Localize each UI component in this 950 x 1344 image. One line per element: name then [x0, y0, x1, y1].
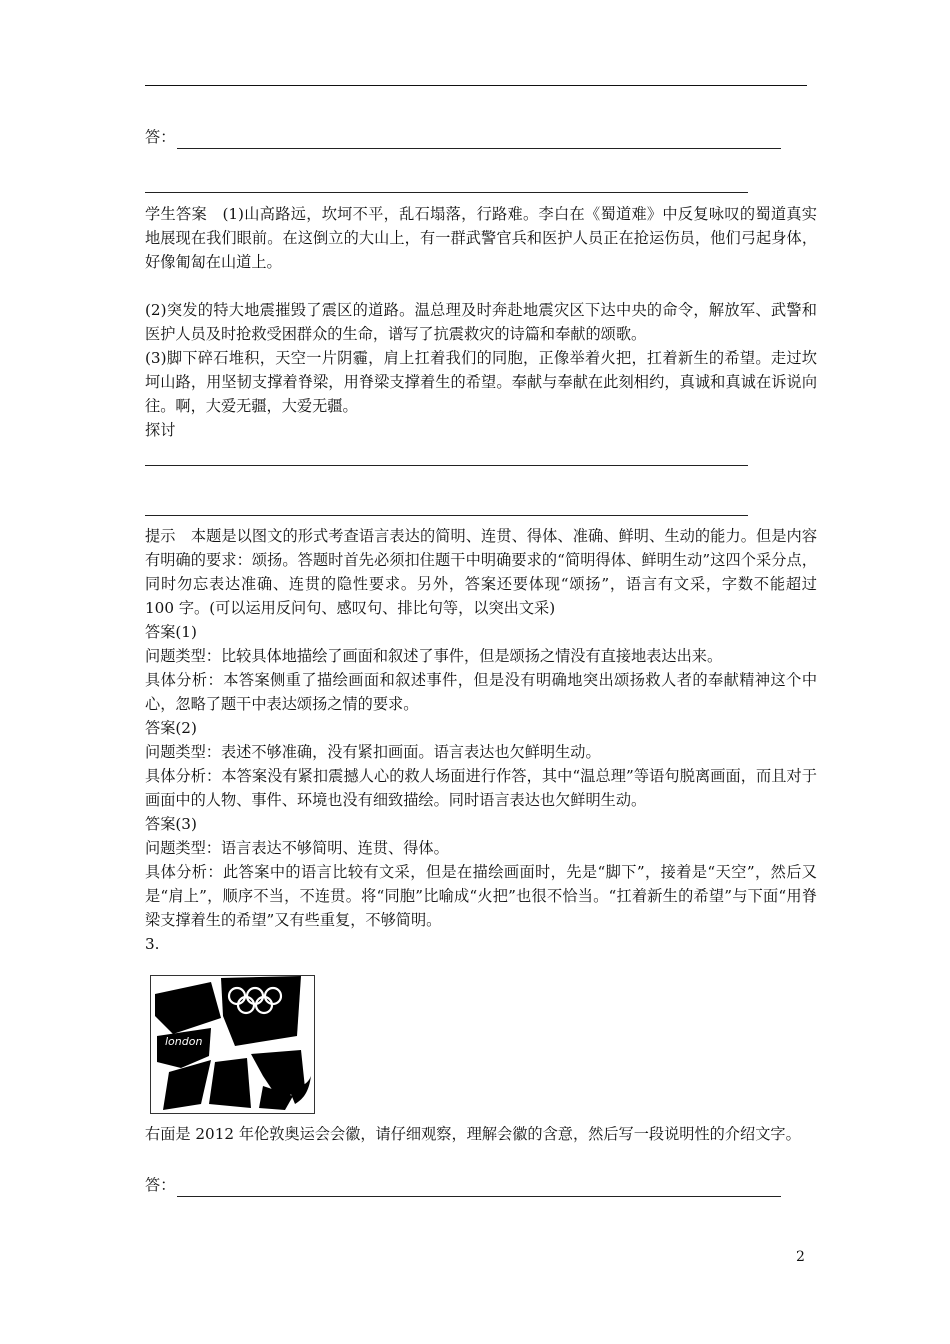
analysis-title-3: 答案(3) — [145, 815, 197, 833]
page-number: 2 — [796, 1249, 805, 1265]
question-3-number: 3. — [145, 935, 160, 953]
answer-line-2[interactable] — [145, 1173, 781, 1197]
answer-label: 答： — [145, 128, 176, 146]
analysis-type-2: 问题类型：表述不够准确，没有紧扣画面。语言表达也欠鲜明生动。 — [145, 743, 601, 761]
london-logo-text: london — [165, 1035, 203, 1048]
analysis-detail-1: 具体分析：本答案侧重了描绘画面和叙述事件，但是没有明确地突出颂扬救人者的奉献精神这个中心，忽略了题干中表达颂扬之情的要求。 — [145, 671, 817, 713]
london-2012-logo — [150, 975, 315, 1114]
analysis-detail-2: 具体分析：本答案没有紧扣震撼人心的救人场面进行作答，其中“温总理”等语句脱离画面，而且对于画面中的人物、事件、环境也没有细致描绘。同时语言表达也欠鲜明生动。 — [145, 767, 817, 809]
hint-text: 提示 本题是以图文的形式考查语言表达的简明、连贯、得体、准确、鲜明、生动的能力。但是内容有明确的要求：颂扬。答题时首先必须扣住题干中明确要求的“简明得体、鲜明生动”这四个采分点，同时勿忘表达准确、连贯的隐性要求。另外，答案还要体现“颂扬”，语言有文采，字数不能超过 100 字。(可以运用反问句、感叹句、排比句等，以突出文采) — [145, 527, 817, 617]
discuss-label: 探讨 — [145, 421, 176, 439]
analysis-type-1: 问题类型：比较具体地描绘了画面和叙述了事件，但是颂扬之情没有直接地表达出来。 — [145, 647, 723, 665]
hint-section — [145, 524, 817, 956]
question-3-prompt — [145, 1122, 817, 1146]
student-answer-p1: 学生答案 (1)山高路远，坎坷不平，乱石塌落，行路难。李白在《蜀道难》中反复咏叹的蜀道真实地展现在我们眼前。在这倒立的大山上，有一群武警官兵和医护人员正在抢运伤员，他们弓起身体，好像匍匐在山道上。 — [145, 205, 817, 271]
london-2012-logo-graphic — [151, 976, 314, 1113]
question-3-text: 右面是 2012 年伦敦奥运会会徽，请仔细观察，理解会徽的含意，然后写一段说明性的介绍文字。 — [145, 1125, 801, 1143]
student-answer — [145, 202, 817, 442]
top-rule — [145, 85, 807, 86]
analysis-title-2: 答案(2) — [145, 719, 197, 737]
blank-rule-2 — [145, 465, 748, 466]
blank-rule-1 — [145, 192, 748, 193]
student-answer-p3: (3)脚下碎石堆积，天空一片阴霾，肩上扛着我们的同胞，正像举着火把，扛着新生的希望。走过坎坷山路，用坚韧支撑着脊梁，用脊梁支撑着生的希望。奉献与奉献在此刻相约，真诚和真诚在诉说向往。啊，大爱无疆，大爱无疆。 — [145, 349, 817, 415]
analysis-detail-3: 具体分析：此答案中的语言比较有文采，但是在描绘画面时，先是“脚下”，接着是“天空”，然后又是“肩上”，顺序不当，不连贯。将“同胞”比喻成“火把”也很不恰当。“扛着新生的希望”与下面“用脊梁支撑着生的希望”又有些重复，不够简明。 — [145, 863, 817, 929]
blank-rule-3 — [145, 515, 748, 516]
answer-label-2: 答： — [145, 1176, 176, 1194]
answer-line-1[interactable] — [145, 125, 781, 149]
student-answer-p2: (2)突发的特大地震摧毁了震区的道路。温总理及时奔赴地震灾区下达中央的命令，解放军、武警和医护人员及时抢救受困群众的生命，谱写了抗震救灾的诗篇和奉献的颂歌。 — [145, 301, 817, 343]
analysis-title-1: 答案(1) — [145, 623, 197, 641]
analysis-type-3: 问题类型：语言表达不够简明、连贯、得体。 — [145, 839, 449, 857]
